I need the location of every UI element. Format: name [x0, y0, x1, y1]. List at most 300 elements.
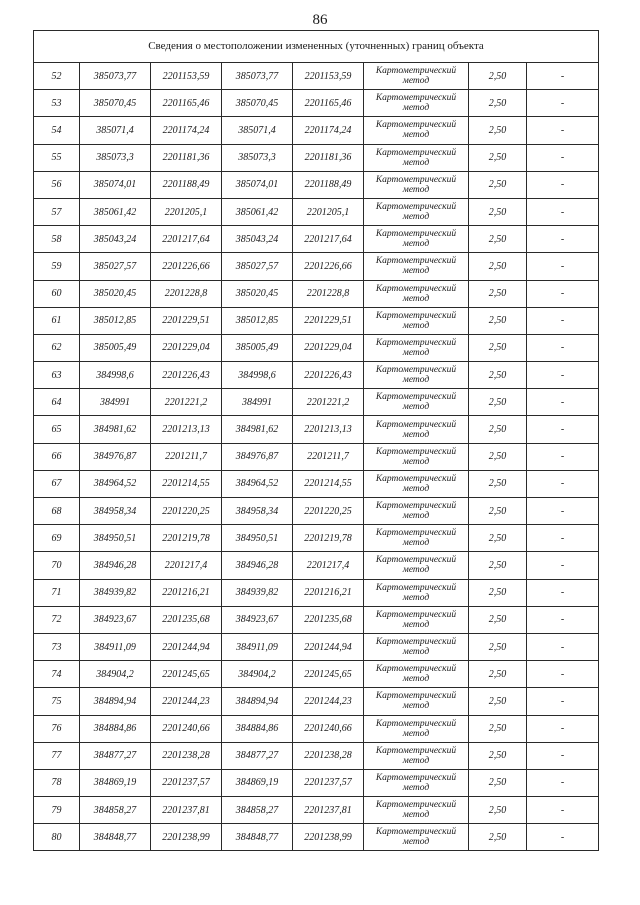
accuracy-cell: 2,50 [469, 416, 527, 443]
note-cell: - [527, 715, 599, 742]
accuracy-cell: 2,50 [469, 688, 527, 715]
note-cell: - [527, 552, 599, 579]
point-number-cell: 69 [34, 525, 80, 552]
method-line-1: Картометрический [375, 637, 457, 648]
method-cell [364, 443, 469, 470]
point-number-cell: 74 [34, 661, 80, 688]
note-cell: - [527, 579, 599, 606]
accuracy-cell: 2,50 [469, 198, 527, 225]
existing-y-cell: 2201240,66 [151, 715, 222, 742]
note-cell: - [527, 525, 599, 552]
existing-x-cell: 385070,45 [80, 90, 151, 117]
note-cell: - [527, 824, 599, 851]
existing-y-cell: 2201217,4 [151, 552, 222, 579]
point-number-cell: 62 [34, 334, 80, 361]
table-row [34, 661, 599, 688]
point-number-cell: 65 [34, 416, 80, 443]
existing-y-cell: 2201205,1 [151, 198, 222, 225]
note-cell: - [527, 362, 599, 389]
refined-y-cell: 2201221,2 [293, 389, 364, 416]
point-number-cell: 73 [34, 633, 80, 660]
point-number-cell: 53 [34, 90, 80, 117]
method-line-1: Картометрический [375, 365, 457, 376]
accuracy-cell: 2,50 [469, 498, 527, 525]
method-cell [364, 688, 469, 715]
table-row [34, 334, 599, 361]
method-line-1: Картометрический [375, 501, 457, 512]
table-row [34, 144, 599, 171]
note-cell: - [527, 443, 599, 470]
method-line-2: метод [402, 592, 430, 603]
accuracy-cell: 2,50 [469, 253, 527, 280]
table-row [34, 226, 599, 253]
refined-y-cell: 2201245,65 [293, 661, 364, 688]
refined-y-cell: 2201244,94 [293, 633, 364, 660]
existing-y-cell: 2201174,24 [151, 117, 222, 144]
method-line-2: метод [402, 375, 430, 386]
note-cell: - [527, 633, 599, 660]
method-cell [364, 824, 469, 851]
refined-y-cell: 2201220,25 [293, 498, 364, 525]
table-row [34, 688, 599, 715]
refined-y-cell: 2201213,13 [293, 416, 364, 443]
note-cell: - [527, 661, 599, 688]
note-cell: - [527, 63, 599, 90]
method-line-2: метод [402, 239, 430, 250]
method-line-2: метод [402, 103, 430, 114]
existing-x-cell: 384877,27 [80, 742, 151, 769]
method-line-2: метод [402, 130, 430, 141]
method-line-2: метод [402, 157, 430, 168]
refined-y-cell: 2201217,4 [293, 552, 364, 579]
existing-y-cell: 2201229,04 [151, 334, 222, 361]
refined-x-cell: 384946,28 [222, 552, 293, 579]
method-line-1: Картометрический [375, 256, 457, 267]
existing-y-cell: 2201213,13 [151, 416, 222, 443]
note-cell: - [527, 688, 599, 715]
note-cell: - [527, 769, 599, 796]
existing-x-cell: 384939,82 [80, 579, 151, 606]
point-number-cell: 79 [34, 797, 80, 824]
refined-x-cell: 385027,57 [222, 253, 293, 280]
refined-y-cell: 2201240,66 [293, 715, 364, 742]
accuracy-cell: 2,50 [469, 171, 527, 198]
method-line-2: метод [402, 701, 430, 712]
note-cell: - [527, 280, 599, 307]
note-cell: - [527, 797, 599, 824]
method-line-1: Картометрический [375, 528, 457, 539]
point-number-cell: 61 [34, 307, 80, 334]
method-cell [364, 525, 469, 552]
point-number-cell: 66 [34, 443, 80, 470]
table-row [34, 579, 599, 606]
accuracy-cell: 2,50 [469, 769, 527, 796]
method-cell [364, 198, 469, 225]
note-cell: - [527, 144, 599, 171]
existing-y-cell: 2201235,68 [151, 606, 222, 633]
table-row [34, 552, 599, 579]
method-cell [364, 498, 469, 525]
refined-y-cell: 2201229,51 [293, 307, 364, 334]
existing-y-cell: 2201244,23 [151, 688, 222, 715]
existing-x-cell: 384976,87 [80, 443, 151, 470]
table-row [34, 389, 599, 416]
existing-x-cell: 384869,19 [80, 769, 151, 796]
existing-x-cell: 384848,77 [80, 824, 151, 851]
method-line-1: Картометрический [375, 310, 457, 321]
method-cell [364, 63, 469, 90]
refined-x-cell: 384950,51 [222, 525, 293, 552]
refined-y-cell: 2201237,81 [293, 797, 364, 824]
point-number-cell: 70 [34, 552, 80, 579]
method-cell [364, 769, 469, 796]
refined-y-cell: 2201226,66 [293, 253, 364, 280]
existing-x-cell: 385020,45 [80, 280, 151, 307]
existing-y-cell: 2201228,8 [151, 280, 222, 307]
existing-y-cell: 2201216,21 [151, 579, 222, 606]
method-line-2: метод [402, 674, 430, 685]
table-header-row [34, 31, 599, 63]
method-line-2: метод [402, 429, 430, 440]
table-row [34, 633, 599, 660]
table-row [34, 606, 599, 633]
table-row [34, 280, 599, 307]
refined-x-cell: 384964,52 [222, 470, 293, 497]
method-line-2: метод [402, 266, 430, 277]
existing-y-cell: 2201226,66 [151, 253, 222, 280]
table-row [34, 362, 599, 389]
method-line-2: метод [402, 755, 430, 766]
refined-x-cell: 385012,85 [222, 307, 293, 334]
point-number-cell: 80 [34, 824, 80, 851]
method-cell [364, 90, 469, 117]
refined-x-cell: 384976,87 [222, 443, 293, 470]
method-line-2: метод [402, 810, 430, 821]
accuracy-cell: 2,50 [469, 470, 527, 497]
method-cell [364, 552, 469, 579]
refined-y-cell: 2201238,28 [293, 742, 364, 769]
existing-y-cell: 2201181,36 [151, 144, 222, 171]
existing-x-cell: 384884,86 [80, 715, 151, 742]
refined-y-cell: 2201216,21 [293, 579, 364, 606]
existing-x-cell: 384904,2 [80, 661, 151, 688]
existing-y-cell: 2201153,59 [151, 63, 222, 90]
existing-x-cell: 385005,49 [80, 334, 151, 361]
refined-y-cell: 2201181,36 [293, 144, 364, 171]
method-cell [364, 171, 469, 198]
method-cell [364, 661, 469, 688]
existing-y-cell: 2201217,64 [151, 226, 222, 253]
refined-y-cell: 2201211,7 [293, 443, 364, 470]
refined-x-cell: 384998,6 [222, 362, 293, 389]
table-row [34, 715, 599, 742]
existing-x-cell: 384964,52 [80, 470, 151, 497]
refined-x-cell: 384884,86 [222, 715, 293, 742]
table-header: Сведения о местоположении измененных (уточненных) границ объекта [34, 31, 599, 63]
method-line-1: Картометрический [375, 419, 457, 430]
page-number: 86 [312, 12, 328, 28]
table-row [34, 797, 599, 824]
refined-x-cell: 384904,2 [222, 661, 293, 688]
method-line-2: метод [402, 782, 430, 793]
refined-x-cell: 384869,19 [222, 769, 293, 796]
refined-y-cell: 2201153,59 [293, 63, 364, 90]
existing-x-cell: 384858,27 [80, 797, 151, 824]
refined-x-cell: 385073,77 [222, 63, 293, 90]
existing-y-cell: 2201238,28 [151, 742, 222, 769]
accuracy-cell: 2,50 [469, 525, 527, 552]
method-line-1: Картометрический [375, 446, 457, 457]
refined-x-cell: 385061,42 [222, 198, 293, 225]
table-row [34, 769, 599, 796]
boundary-coordinates-table [33, 30, 599, 851]
point-number-cell: 77 [34, 742, 80, 769]
method-line-1: Картометрический [375, 772, 457, 783]
existing-x-cell: 384894,94 [80, 688, 151, 715]
accuracy-cell: 2,50 [469, 117, 527, 144]
method-line-1: Картометрический [375, 691, 457, 702]
method-line-2: метод [402, 212, 430, 223]
accuracy-cell: 2,50 [469, 307, 527, 334]
note-cell: - [527, 90, 599, 117]
note-cell: - [527, 416, 599, 443]
existing-y-cell: 2201237,81 [151, 797, 222, 824]
refined-x-cell: 385071,4 [222, 117, 293, 144]
refined-y-cell: 2201174,24 [293, 117, 364, 144]
existing-y-cell: 2201244,94 [151, 633, 222, 660]
existing-x-cell: 384958,34 [80, 498, 151, 525]
method-line-1: Картометрический [375, 202, 457, 213]
method-cell [364, 280, 469, 307]
point-number-cell: 59 [34, 253, 80, 280]
table-row [34, 443, 599, 470]
method-line-1: Картометрический [375, 800, 457, 811]
existing-y-cell: 2201245,65 [151, 661, 222, 688]
method-line-2: метод [402, 728, 430, 739]
method-line-1: Картометрический [375, 147, 457, 158]
table-row [34, 307, 599, 334]
table-row [34, 63, 599, 90]
method-line-2: метод [402, 76, 430, 87]
refined-x-cell: 385073,3 [222, 144, 293, 171]
accuracy-cell: 2,50 [469, 63, 527, 90]
note-cell: - [527, 198, 599, 225]
method-line-2: метод [402, 293, 430, 304]
existing-x-cell: 385061,42 [80, 198, 151, 225]
method-line-1: Картометрический [375, 337, 457, 348]
accuracy-cell: 2,50 [469, 742, 527, 769]
existing-x-cell: 385027,57 [80, 253, 151, 280]
existing-x-cell: 384946,28 [80, 552, 151, 579]
refined-x-cell: 384894,94 [222, 688, 293, 715]
method-cell [364, 253, 469, 280]
note-cell: - [527, 171, 599, 198]
refined-x-cell: 384858,27 [222, 797, 293, 824]
method-line-2: метод [402, 565, 430, 576]
note-cell: - [527, 389, 599, 416]
accuracy-cell: 2,50 [469, 144, 527, 171]
refined-x-cell: 385070,45 [222, 90, 293, 117]
refined-y-cell: 2201235,68 [293, 606, 364, 633]
method-line-1: Картометрический [375, 392, 457, 403]
method-cell [364, 579, 469, 606]
refined-y-cell: 2201165,46 [293, 90, 364, 117]
method-line-2: метод [402, 619, 430, 630]
method-cell [364, 633, 469, 660]
refined-y-cell: 2201219,78 [293, 525, 364, 552]
existing-y-cell: 2201226,43 [151, 362, 222, 389]
refined-y-cell: 2201244,23 [293, 688, 364, 715]
accuracy-cell: 2,50 [469, 633, 527, 660]
method-line-2: метод [402, 511, 430, 522]
refined-y-cell: 2201238,99 [293, 824, 364, 851]
method-line-2: метод [402, 320, 430, 331]
refined-y-cell: 2201217,64 [293, 226, 364, 253]
existing-y-cell: 2201165,46 [151, 90, 222, 117]
method-line-2: метод [402, 184, 430, 195]
existing-x-cell: 384950,51 [80, 525, 151, 552]
method-line-1: Картометрический [375, 609, 457, 620]
existing-y-cell: 2201238,99 [151, 824, 222, 851]
accuracy-cell: 2,50 [469, 661, 527, 688]
refined-y-cell: 2201188,49 [293, 171, 364, 198]
existing-y-cell: 2201211,7 [151, 443, 222, 470]
accuracy-cell: 2,50 [469, 362, 527, 389]
accuracy-cell: 2,50 [469, 226, 527, 253]
method-line-2: метод [402, 647, 430, 658]
method-line-1: Картометрический [375, 120, 457, 131]
note-cell: - [527, 606, 599, 633]
existing-x-cell: 384923,67 [80, 606, 151, 633]
point-number-cell: 58 [34, 226, 80, 253]
method-line-1: Картометрический [375, 93, 457, 104]
note-cell: - [527, 498, 599, 525]
accuracy-cell: 2,50 [469, 715, 527, 742]
refined-x-cell: 384911,09 [222, 633, 293, 660]
method-cell [364, 742, 469, 769]
accuracy-cell: 2,50 [469, 334, 527, 361]
existing-x-cell: 385012,85 [80, 307, 151, 334]
existing-x-cell: 385073,77 [80, 63, 151, 90]
table-row [34, 253, 599, 280]
accuracy-cell: 2,50 [469, 824, 527, 851]
note-cell: - [527, 334, 599, 361]
note-cell: - [527, 117, 599, 144]
method-line-1: Картометрический [375, 664, 457, 675]
accuracy-cell: 2,50 [469, 389, 527, 416]
table-row [34, 171, 599, 198]
point-number-cell: 64 [34, 389, 80, 416]
refined-y-cell: 2201237,57 [293, 769, 364, 796]
point-number-cell: 67 [34, 470, 80, 497]
method-cell [364, 334, 469, 361]
accuracy-cell: 2,50 [469, 797, 527, 824]
table-row [34, 90, 599, 117]
table-row [34, 742, 599, 769]
method-cell [364, 389, 469, 416]
existing-x-cell: 385073,3 [80, 144, 151, 171]
existing-y-cell: 2201221,2 [151, 389, 222, 416]
refined-x-cell: 385074,01 [222, 171, 293, 198]
method-line-1: Картометрический [375, 745, 457, 756]
point-number-cell: 57 [34, 198, 80, 225]
table-row [34, 824, 599, 851]
point-number-cell: 56 [34, 171, 80, 198]
refined-x-cell: 384939,82 [222, 579, 293, 606]
method-line-2: метод [402, 402, 430, 413]
method-line-2: метод [402, 538, 430, 549]
method-line-1: Картометрический [375, 66, 457, 77]
method-line-1: Картометрический [375, 582, 457, 593]
point-number-cell: 76 [34, 715, 80, 742]
note-cell: - [527, 226, 599, 253]
existing-x-cell: 384981,62 [80, 416, 151, 443]
existing-x-cell: 385071,4 [80, 117, 151, 144]
existing-x-cell: 384991 [80, 389, 151, 416]
note-cell: - [527, 742, 599, 769]
refined-y-cell: 2201229,04 [293, 334, 364, 361]
accuracy-cell: 2,50 [469, 606, 527, 633]
existing-y-cell: 2201229,51 [151, 307, 222, 334]
existing-y-cell: 2201237,57 [151, 769, 222, 796]
existing-x-cell: 385043,24 [80, 226, 151, 253]
refined-x-cell: 384877,27 [222, 742, 293, 769]
accuracy-cell: 2,50 [469, 90, 527, 117]
existing-y-cell: 2201214,55 [151, 470, 222, 497]
refined-x-cell: 384848,77 [222, 824, 293, 851]
accuracy-cell: 2,50 [469, 552, 527, 579]
accuracy-cell: 2,50 [469, 280, 527, 307]
existing-x-cell: 384911,09 [80, 633, 151, 660]
method-cell [364, 362, 469, 389]
method-line-1: Картометрический [375, 229, 457, 240]
refined-x-cell: 385005,49 [222, 334, 293, 361]
accuracy-cell: 2,50 [469, 443, 527, 470]
point-number-cell: 60 [34, 280, 80, 307]
point-number-cell: 52 [34, 63, 80, 90]
refined-y-cell: 2201226,43 [293, 362, 364, 389]
method-line-2: метод [402, 837, 430, 848]
method-cell [364, 307, 469, 334]
method-cell [364, 226, 469, 253]
method-line-1: Картометрический [375, 555, 457, 566]
existing-y-cell: 2201219,78 [151, 525, 222, 552]
method-line-2: метод [402, 483, 430, 494]
refined-x-cell: 384958,34 [222, 498, 293, 525]
refined-x-cell: 385043,24 [222, 226, 293, 253]
method-cell [364, 117, 469, 144]
method-line-1: Картометрический [375, 174, 457, 185]
method-line-1: Картометрический [375, 283, 457, 294]
refined-y-cell: 2201205,1 [293, 198, 364, 225]
table-row [34, 525, 599, 552]
point-number-cell: 63 [34, 362, 80, 389]
note-cell: - [527, 307, 599, 334]
method-line-2: метод [402, 456, 430, 467]
table-row [34, 416, 599, 443]
point-number-cell: 55 [34, 144, 80, 171]
refined-x-cell: 384991 [222, 389, 293, 416]
point-number-cell: 72 [34, 606, 80, 633]
method-line-1: Картометрический [375, 827, 457, 838]
method-line-1: Картометрический [375, 473, 457, 484]
note-cell: - [527, 253, 599, 280]
point-number-cell: 68 [34, 498, 80, 525]
existing-y-cell: 2201188,49 [151, 171, 222, 198]
method-cell [364, 144, 469, 171]
method-cell [364, 470, 469, 497]
existing-x-cell: 384998,6 [80, 362, 151, 389]
